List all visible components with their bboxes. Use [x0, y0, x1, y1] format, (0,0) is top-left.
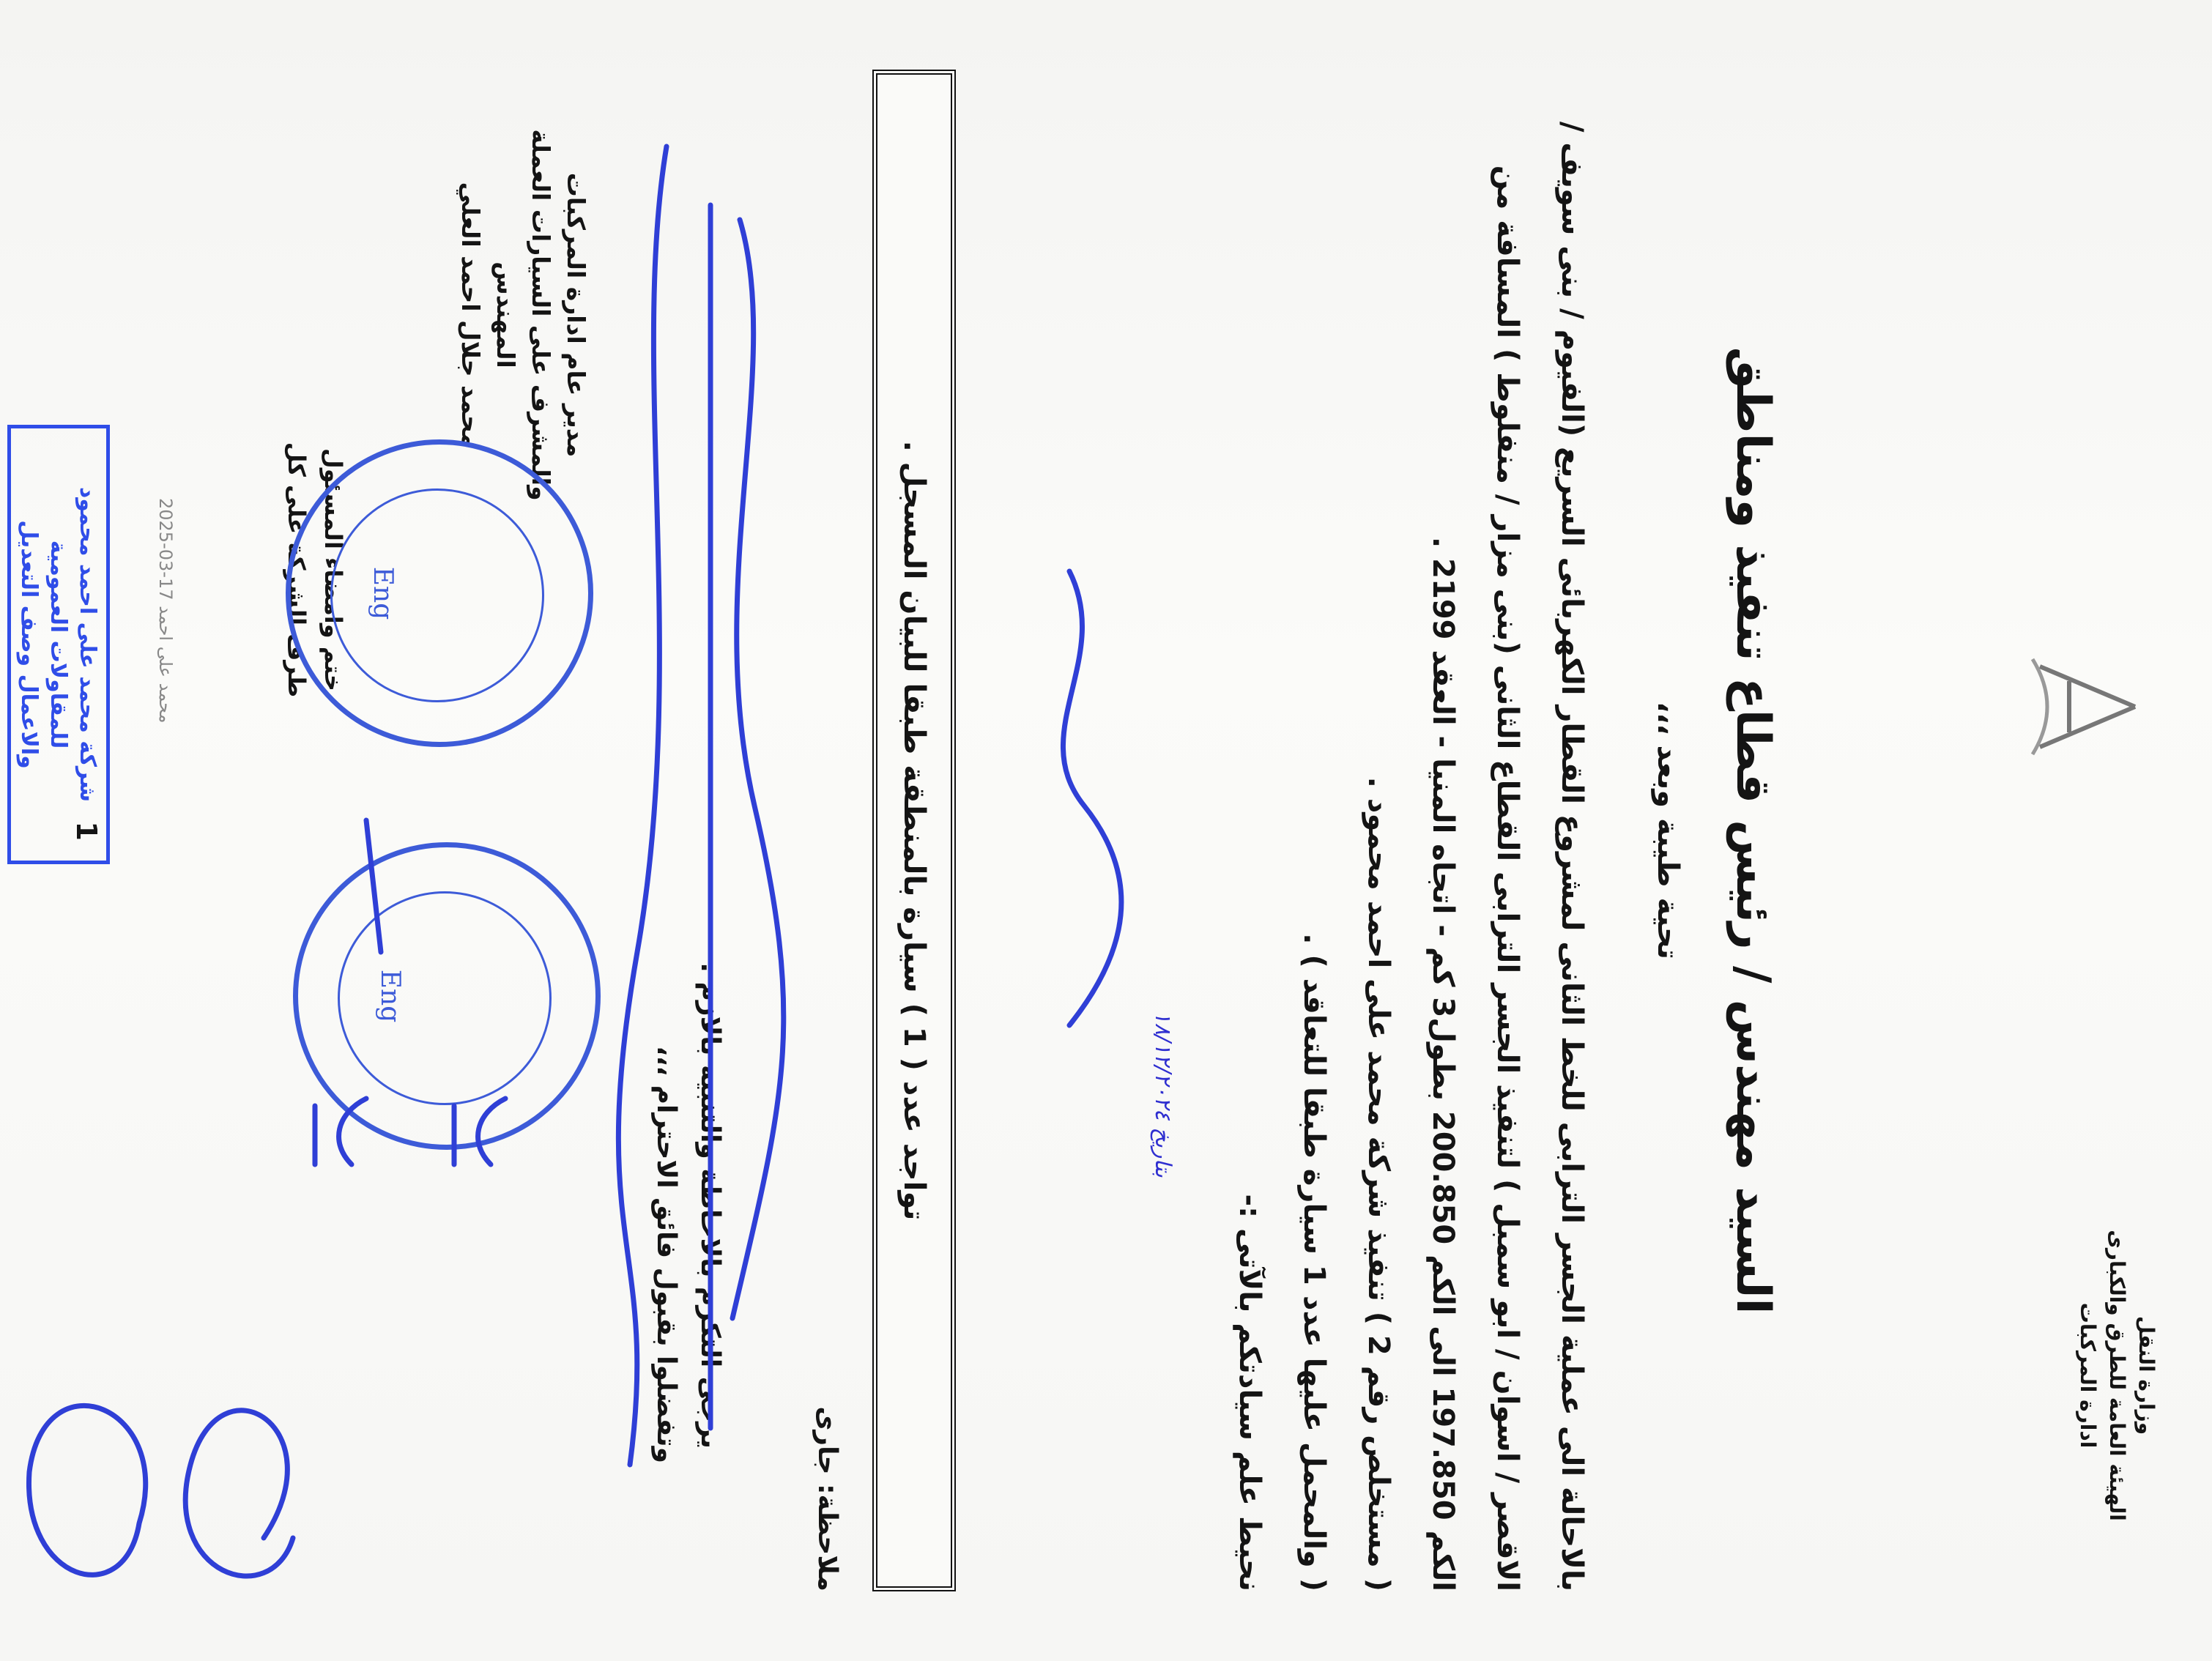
letterhead-authority: الهيئة العامة للطرق والكبارى: [2105, 1230, 2129, 1521]
closing-line-1: يرجى التكرم بالاحاطة والتنبيه بالازم .: [695, 962, 725, 1449]
letterhead-department: ادارة المركبات: [2076, 1302, 2100, 1449]
boxed-statement: تواجد عدد ( 1 ) سيارة بالمنطقة طبقا للبيان المسجل .: [872, 70, 956, 1591]
letterhead: [2073, 1119, 2161, 1632]
official-seal-2: [293, 842, 601, 1150]
seal-label: Eng: [375, 969, 405, 1023]
closing-line-2: وتفضلوا بقبول فائق الاحترام ،،،: [651, 1046, 681, 1463]
director-eng-label: المهندس: [491, 261, 520, 368]
authority-emblem-icon: [2025, 644, 2142, 769]
letter-title: السيد مهندس / رئيس قطاع تنفيذ ومناطق: [1726, 346, 1780, 1315]
seal-label: Eng: [368, 566, 398, 620]
body-line-3: الكم 197.850 الى الكم 200.850 بطول3 كم - اتجاه المنيا - العقد 2199 .: [1426, 537, 1460, 1591]
handwritten-date: بتاريخ ١٨/١٢/٢٠٢٤: [1150, 1011, 1176, 1178]
signature-loop-1: [185, 1411, 293, 1576]
company-stamp-line-3: والاعمال وصف التعديل: [16, 520, 42, 769]
body-line-1: بالاحالة الى عملية الجسر الترابى للخط الثانى لمشروع القطار الكهربائى السريع (الفيوم / بنى سويف /: [1555, 121, 1589, 1591]
responsible-subtitle: طرف الشركة على كل: [283, 442, 311, 698]
director-name: محمد جلال احمد العلي: [456, 182, 485, 448]
handwritten-note-line-1: [732, 220, 784, 1318]
company-stamp: [7, 425, 110, 864]
seal-inner-ring: [330, 488, 544, 702]
letter-body: [1217, 70, 1604, 1591]
official-seal-1: [286, 439, 593, 747]
body-line-2: الاقصر / اسوان / ابو سمبل ) لتنفيذ الجسر الترابى القطاع الثانى (بنى مزار / منفلوط ) المسافة من: [1491, 165, 1524, 1591]
body-line-6: نحيط علم سيادتكم بالآتى :-: [1233, 1194, 1266, 1591]
greeting: تحية طيبة وبعد ،،،: [1651, 702, 1685, 959]
body-line-4: ( مستخلص رقم 2 ) تنفيذ شركة محمد على احمد محمود .: [1362, 776, 1395, 1591]
director-title: مدير عام ادارة المركبات: [562, 172, 590, 458]
margin-reference: 2025-03-17 محمد على احمد: [155, 498, 176, 724]
note-label: ملاحظة: جارى: [812, 1406, 842, 1591]
letterhead-ministry: وزارة النقل: [2134, 1315, 2159, 1435]
signature-scribble: [1063, 571, 1121, 1025]
director-subtitle: والمشرف على السيارات العملة: [527, 129, 555, 501]
signature-loop-2: [29, 1405, 145, 1575]
page-number: 1: [70, 821, 103, 841]
company-stamp-line-2: للمقاولات العمومية: [45, 540, 71, 749]
body-line-5: ( والمحمل عليها عدد 1 سيارة طبقا للتعاقد ) .: [1297, 933, 1331, 1591]
responsible-title: ختم وامضاء المسئول: [319, 448, 347, 691]
company-stamp-line-1: شركة محمد على احمد محمود: [75, 486, 100, 803]
seal-inner-ring: [338, 891, 552, 1105]
